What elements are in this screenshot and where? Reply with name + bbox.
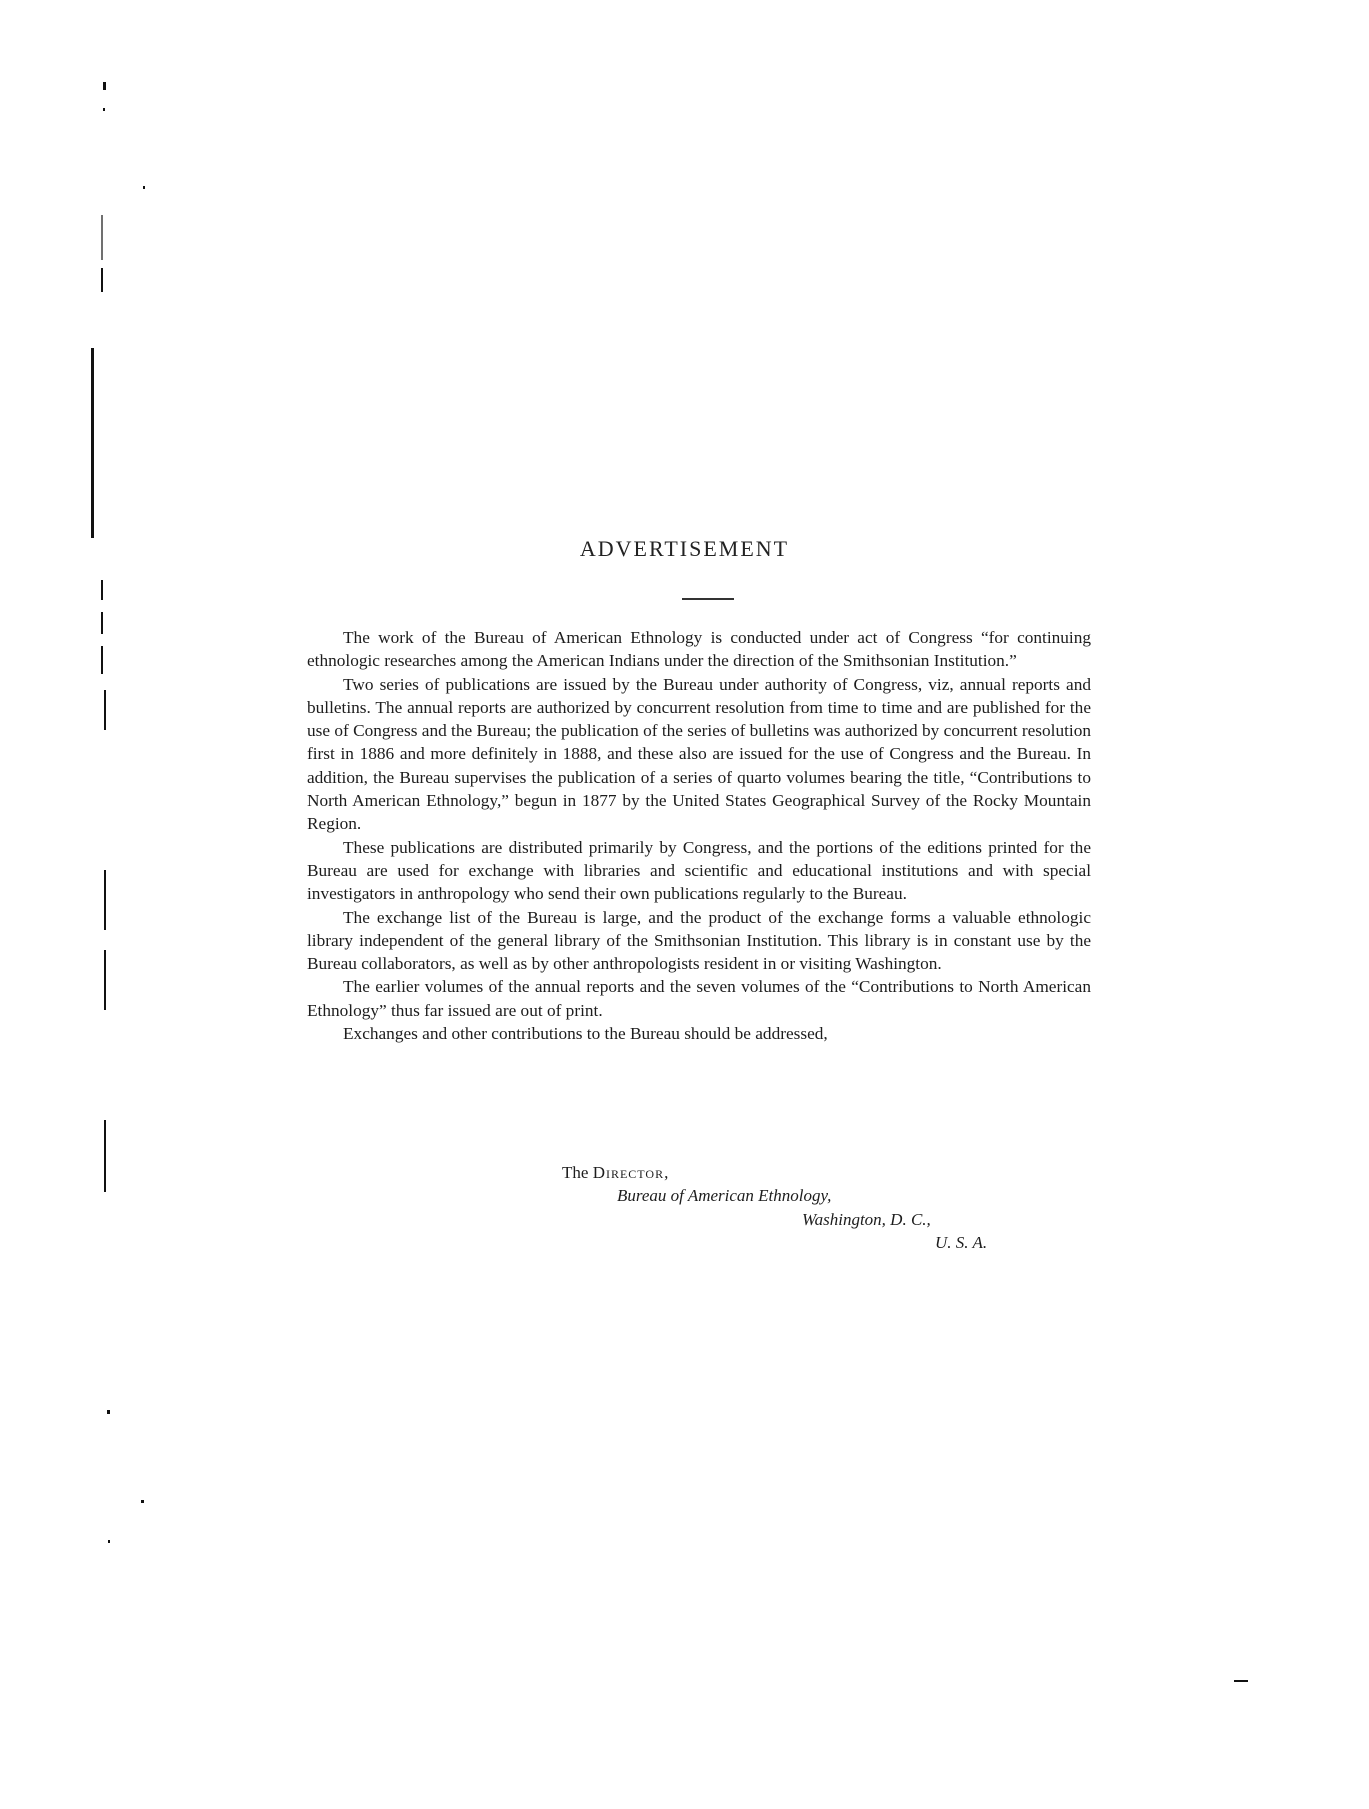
signature-line-country: U. S. A. xyxy=(935,1233,988,1252)
scan-artifact-mark xyxy=(104,870,106,930)
scan-artifact-mark xyxy=(143,186,145,189)
signature-prefix: The xyxy=(562,1163,589,1182)
scan-artifact-mark xyxy=(104,950,106,1010)
paragraph: Two series of publications are issued by the Bureau under authority of Congress, viz, annual reports and bulletins. The annual reports are authorized by concurrent resolution from time to time and are published for the use of Congress and the Bureau; the publication of the series of bulletins was authorized by concurrent resolution first in 1886 and more definitely in 1888, and these also are issued for the use of Congress and the Bureau. In addition, the Bureau supervises the publication of a series of quarto volumes bearing the title, “Contributions to North American Ethnology,” begun in 1877 by the United States Geographical Survey of the Rocky Mountain Region. xyxy=(307,674,1091,834)
scan-artifact-mark xyxy=(103,82,106,90)
page-title: ADVERTISEMENT xyxy=(579,536,790,561)
scan-artifact-mark xyxy=(101,612,103,634)
paragraph: The work of the Bureau of American Ethnology is conducted under act of Congress “for continuing ethnologic researches among the American Indians under the direction of the Smithsonian Institution.” xyxy=(307,628,1091,671)
signature-line-bureau: Bureau of American Ethnology, xyxy=(617,1186,832,1205)
scan-artifact-mark xyxy=(104,690,106,730)
scan-artifact-mark xyxy=(101,646,103,674)
advertisement-body xyxy=(307,626,1091,1045)
scan-artifact-mark xyxy=(101,268,103,292)
scan-artifact-mark xyxy=(103,108,105,111)
scan-artifact-mark xyxy=(101,215,103,260)
scan-artifact-mark xyxy=(104,1120,106,1192)
paragraph: The earlier volumes of the annual reports and the seven volumes of the “Contributions to North American Ethnology” thus far issued are out of print. xyxy=(307,977,1091,1020)
paragraph: Exchanges and other contributions to the Bureau should be addressed, xyxy=(343,1024,828,1044)
scan-artifact-mark xyxy=(107,1410,110,1414)
scan-artifact-mark xyxy=(101,580,103,600)
paragraph: The exchange list of the Bureau is large, and the product of the exchange forms a valuable ethnologic library independent of the general library of the Smithsonian Institution. This library is in constant use by the Bureau collaborators, as well as by other anthropologists resident in or visiting Washington. xyxy=(307,907,1091,974)
signature-title: Director, xyxy=(592,1163,670,1182)
scan-artifact-mark xyxy=(91,348,94,538)
paragraph: These publications are distributed primarily by Congress, and the portions of the editions printed for the Bureau are used for exchange with libraries and scientific and educational institutions and with special investigators in anthropology who send their own publications regularly to the Bureau. xyxy=(307,837,1091,904)
signature-line-director xyxy=(562,1163,669,1183)
signature-line-city: Washington, D. C., xyxy=(802,1210,931,1229)
scan-artifact-mark xyxy=(141,1500,144,1503)
title-divider xyxy=(682,598,734,600)
scan-artifact-mark xyxy=(1234,1680,1248,1682)
scan-artifact-mark xyxy=(108,1540,110,1543)
